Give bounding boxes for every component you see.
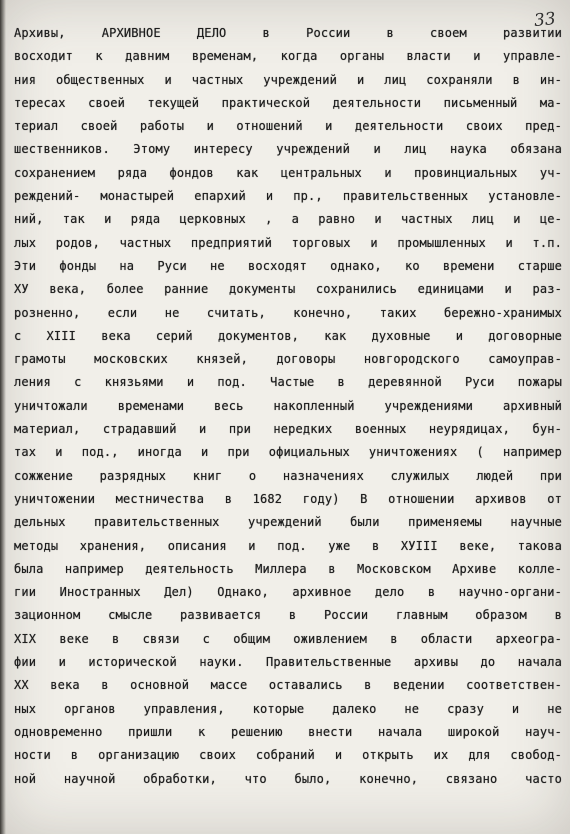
text-line: териал своей работы и отношений и деятельности своих пред- bbox=[14, 119, 562, 134]
text-line: материал, страдавший и при нередких военных неурядицах, бун- bbox=[14, 422, 562, 437]
text-line: ния общественных и частных учреждений и лиц сохраняли в ин- bbox=[14, 72, 562, 87]
text-line: сохранением ряда фондов как центральных и провинциальных уч- bbox=[14, 165, 562, 180]
text-line: розненно, если не считать, конечно, таких бережно-хранимых bbox=[14, 305, 562, 320]
text-line: реждений- монастырей епархий и пр., правительственных установле- bbox=[14, 189, 562, 204]
text-line: гии Иностранных Дел) Однако, архивное дело в научно-органи- bbox=[14, 585, 562, 600]
text-line: зационном смысле развивается в России главным образом в bbox=[14, 608, 562, 623]
text-line: восходит к давним временам, когда органы власти и управле- bbox=[14, 49, 562, 64]
page-number: 33 bbox=[533, 8, 557, 32]
text-line: была например деятельность Миллера в Московском Архиве колле- bbox=[14, 561, 562, 576]
text-line: тересах своей текущей практической деятельности письменный ма- bbox=[14, 95, 562, 110]
text-line: XIX веке в связи с общим оживлением в области археогра- bbox=[14, 631, 562, 646]
typed-text-body bbox=[14, 22, 562, 791]
text-line: Эти фонды на Руси не восходят однако, ко времени старше bbox=[14, 258, 562, 273]
text-line: ных органов управления, которые далеко не сразу и не bbox=[14, 701, 562, 716]
text-line: грамоты московских князей, договоры новгородского самоуправ- bbox=[14, 352, 562, 367]
text-line: шественников. Этому интересу учреждений и лиц наука обязана bbox=[14, 142, 562, 157]
scan-edge-shadow bbox=[0, 0, 6, 834]
text-line: методы хранения, описания и под. уже в ХУIII веке, такова bbox=[14, 538, 562, 553]
text-line: уничтожали временами весь накопленный учреждениями архивный bbox=[14, 398, 562, 413]
text-line: ления с князьями и под. Частые в деревянной Руси пожары bbox=[14, 375, 562, 390]
text-line: ной научной обработки, что было, конечно, связано часто bbox=[14, 771, 562, 786]
text-line: ХУ века, более ранние документы сохранились единицами и раз- bbox=[14, 282, 562, 297]
text-line: одновременно пришли к решению внести начала широкой науч- bbox=[14, 724, 562, 739]
text-line: дельных правительственных учреждений были применяемы научные bbox=[14, 515, 562, 530]
text-line: XX века в основной массе оставались в ведении соответствен- bbox=[14, 678, 562, 693]
text-line: Архивы, АРХИВНОЕ ДЕЛО в России в своем развитии bbox=[14, 26, 562, 40]
text-line: тах и под., иногда и при официальных уничтожениях ( например bbox=[14, 445, 562, 460]
text-line: ности в организацию своих собраний и открыть их для свобод- bbox=[14, 748, 562, 763]
text-line: сожжение разрядных книг о назначениях служилых людей при bbox=[14, 468, 562, 483]
text-line: уничтожении местничества в 1682 году) В отношении архивов от bbox=[14, 491, 562, 506]
text-line: ний, так и ряда церковных , а равно и частных лиц и це- bbox=[14, 212, 562, 227]
text-line: фии и исторической науки. Правительственные архивы до начала bbox=[14, 655, 562, 670]
text-line: с XIII века серий документов, как духовные и договорные bbox=[14, 328, 562, 343]
text-line: лых родов, частных предприятий торговых и промышленных и т.п. bbox=[14, 235, 562, 250]
